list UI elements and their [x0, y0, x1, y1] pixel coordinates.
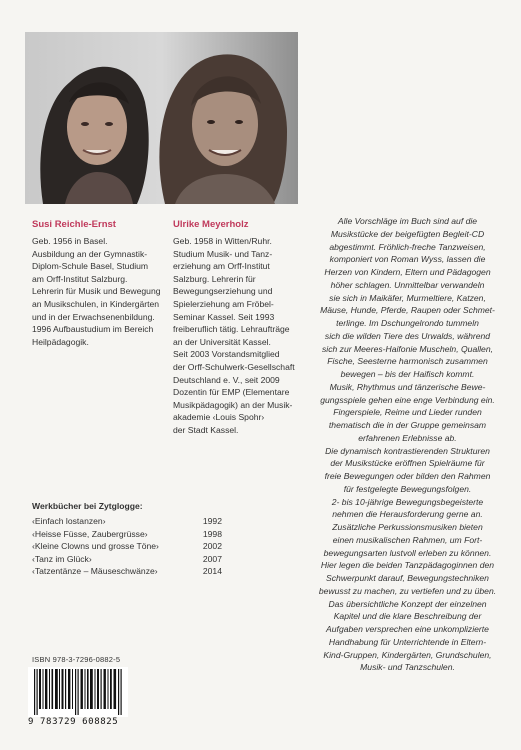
- work-year: 2014: [202, 566, 222, 577]
- work-title: ‹Tanz im Glück›: [32, 553, 92, 564]
- list-item: [32, 553, 222, 566]
- barcode-image: [28, 667, 128, 717]
- work-year: 1998: [202, 528, 222, 539]
- list-item: [32, 565, 222, 578]
- work-year: 2002: [202, 541, 222, 552]
- works-list: [32, 515, 222, 578]
- book-description: Alle Vorschläge im Buch sind auf die Musikstücke der beigefügten Begleit-CD abgestimmt. Fröhlich-freche Tanzweisen, komponiert von Roman Wyss, lassen die Herzen von Kindern, Eltern und Pädagogen höher schlagen. Unmittelbar verwandeln sie sich in Maikäfer, Murmeltiere, Katzen, Mäuse, Hunde, Pferde, Raupen oder Schmet- terlinge. Im Dschungelrondo tummeln sich die wilden Tiere des Urwalds, während sich zur Meeres-Haifonie Muscheln, Quallen, Fische, Seesterne harmonisch zusammen bewegen – bis der Haifisch kommt. Musik, Rhythmus und tänzerische Bewe- gungsspiele gehen eine enge Verbindung ein. Fingerspiele, Reime und Lieder runden thematisch die in der Gruppe gemeinsam erfahrenen Erlebnisse ab. Die dynamisch kontrastierenden Strukturen der Musikstücke eröffnen Spielräume für freie Bewegungen oder bilden den Rahmen für festgelegte Bewegungsfolgen. 2- bis 10-jährige Bewegungsbegeisterte nehmen die Herausforderung gerne an. Zusätzliche Perkussionsmusiken bieten einen musikalischen Rahmen, um Fort- bewegungsarten lustvoll erleben zu können. Hier legen die beiden Tanzpädagoginnen den Schwerpunkt darauf, Bewegungstechniken bewusst zu machen, zu vertiefen und zu üben. Das übersichtliche Konzept der einzelnen Kapitel und die klare Beschreibung der Aufgaben versprechen eine unkomplizierte Handhabung für Unterrichtende in Eltern- Kind-Gruppen, Kindergärten, Grundschulen, Musik- und Tanzschulen.: [318, 216, 497, 673]
- author-photo: [25, 32, 298, 204]
- author-name: Susi Reichle-Ernst: [32, 219, 116, 230]
- works-heading: Werkbücher bei Zytglogge:: [32, 501, 143, 511]
- list-item: [32, 528, 222, 541]
- work-title: ‹Kleine Clowns und grosse Töne›: [32, 541, 159, 552]
- work-year: 2007: [202, 553, 222, 564]
- work-title: ‹Einfach lostanzen›: [32, 516, 106, 526]
- author-bio: Geb. 1958 in Witten/Ruhr. Studium Musik- und Tanz- erziehung am Orff-Institut Salzburg. Lehrerin für Bewegungserziehung und Spielerziehung am Fröbel- Seminar Kassel. Seit 1993 freiberuflich tätig. Lehraufträge an der Universität Kassel. Seit 2003 Vorstandsmitglied der Orff-Schulwerk-Gesellschaft Deutschland e. V., seit 2009 Dozentin für EMP (Elementare Musikpädagogik) an der Musik- akademie ‹Louis Spohr› der Stadt Kassel.: [173, 236, 295, 435]
- isbn-label: ISBN 978-3-7296-0882-5: [32, 655, 121, 664]
- list-item: [32, 540, 222, 553]
- author-name: Ulrike Meyerholz: [173, 219, 249, 230]
- work-title: ‹Tatzentänze – Mäuseschwänze›: [32, 566, 158, 577]
- work-title: ‹Heisse Füsse, Zaubergrüsse›: [32, 528, 148, 539]
- list-item: [32, 515, 222, 528]
- work-year: 1992: [202, 516, 222, 526]
- author-bio: Geb. 1956 in Basel. Ausbildung an der Gymnastik- Diplom-Schule Basel, Studium am Orff-Institut Salzburg. Lehrerin für Musik und Bewegung an Musikschulen, in Kindergärten und in der Erwachsenenbildung. 1996 Aufbaustudium im Bereich Heilpädagogik.: [32, 236, 161, 347]
- barcode-number: 9 783729 608825: [28, 717, 119, 727]
